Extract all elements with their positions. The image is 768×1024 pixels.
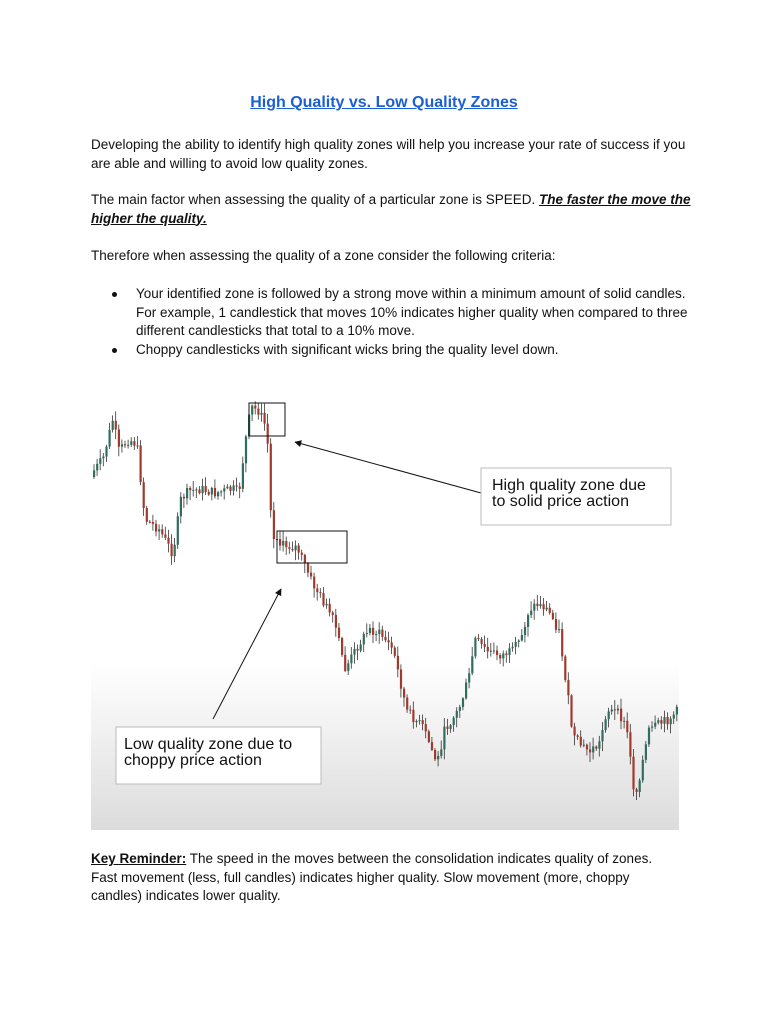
candle-body xyxy=(437,756,439,759)
candle-body xyxy=(174,545,176,556)
candle-body xyxy=(570,695,572,726)
candle-body xyxy=(133,441,135,446)
candle-body xyxy=(341,638,343,655)
candle-body xyxy=(580,737,582,746)
candle-body xyxy=(146,508,148,522)
candle-body xyxy=(406,698,408,710)
candle-body xyxy=(136,445,138,446)
candle-body xyxy=(198,489,200,493)
candle-body xyxy=(143,482,145,508)
candle-body xyxy=(115,421,117,430)
candle-body xyxy=(583,745,585,746)
candle-body xyxy=(264,413,266,424)
candle-body xyxy=(167,538,169,544)
candle-body xyxy=(254,406,256,409)
candle-body xyxy=(164,534,166,537)
candle-body xyxy=(453,718,455,725)
candle-body xyxy=(465,683,467,699)
candle-body xyxy=(443,727,445,750)
candle-body xyxy=(524,627,526,635)
candle-body xyxy=(161,529,163,534)
candle-body xyxy=(425,724,427,731)
candle-body xyxy=(301,553,303,555)
candle-body xyxy=(319,592,321,593)
candle-body xyxy=(431,742,433,750)
candle-body xyxy=(484,644,486,647)
candle-body xyxy=(521,635,523,640)
candle-body xyxy=(378,630,380,634)
candle-body xyxy=(307,564,309,573)
candle-body xyxy=(508,648,510,655)
candle-body xyxy=(632,757,634,790)
candle-body xyxy=(555,619,557,630)
candle-body xyxy=(561,629,563,656)
candle-body xyxy=(140,445,142,482)
candle-body xyxy=(496,651,498,656)
candle-body xyxy=(130,441,132,445)
candle-body xyxy=(617,709,619,711)
candle-body xyxy=(667,717,669,724)
candle-body xyxy=(636,789,638,792)
candle-body xyxy=(397,656,399,670)
candle-body xyxy=(577,735,579,736)
candle-body xyxy=(93,470,95,477)
candle-body xyxy=(288,547,290,549)
candle-body xyxy=(462,698,464,707)
candle-body xyxy=(316,588,318,592)
candle-body xyxy=(592,747,594,753)
candle-body xyxy=(127,445,129,446)
candle-body xyxy=(329,604,331,613)
candle-body xyxy=(332,612,334,614)
candle-body xyxy=(322,593,324,605)
candle-body xyxy=(245,436,247,463)
high-quality-callout-line2: to solid price action xyxy=(492,493,629,510)
candle-body xyxy=(105,447,107,457)
candle-body xyxy=(149,522,151,523)
candle-body xyxy=(285,541,287,547)
candle-body xyxy=(183,497,185,499)
candle-body xyxy=(310,573,312,577)
candle-body xyxy=(102,457,104,459)
candle-body xyxy=(282,541,284,546)
low-quality-callout-line2: choppy price action xyxy=(124,752,262,769)
candle-body xyxy=(121,444,123,446)
candle-body xyxy=(481,639,483,644)
candle-body xyxy=(608,711,610,719)
candle-body xyxy=(226,487,228,489)
candle-body xyxy=(474,638,476,656)
criteria-item: Your identified zone is followed by a strong move within a minimum amount of solid candles. For example, 1 candlestick that moves 10% indicates higher quality when compared to three different candlesticks that total to a 10% move. xyxy=(100,285,690,341)
candle-body xyxy=(99,458,101,464)
candle-body xyxy=(158,529,160,531)
candle-body xyxy=(657,720,659,723)
candle-body xyxy=(663,717,665,724)
candle-body xyxy=(505,653,507,655)
candle-body xyxy=(279,539,281,546)
candle-body xyxy=(673,715,675,719)
candle-body xyxy=(670,719,672,725)
candle-body xyxy=(645,744,647,760)
candle-body xyxy=(366,633,368,634)
candle-body xyxy=(298,546,300,553)
candle-body xyxy=(239,487,241,489)
candle-body xyxy=(598,741,600,748)
candle-body xyxy=(369,628,371,633)
candle-body xyxy=(242,463,244,489)
candle-body xyxy=(651,727,653,728)
candle-body xyxy=(214,488,216,496)
candle-body xyxy=(220,492,222,493)
candle-body xyxy=(96,464,98,470)
candle-body xyxy=(409,710,411,711)
candle-body xyxy=(257,409,259,415)
candle-body xyxy=(626,721,628,732)
candle-body xyxy=(660,720,662,723)
candle-body xyxy=(326,604,328,606)
candle-body xyxy=(236,485,238,486)
candle-body xyxy=(189,488,191,490)
candle-body xyxy=(155,524,157,532)
candle-body xyxy=(295,546,297,551)
speed-emphasis: The faster the move the higher the quality. xyxy=(91,192,691,226)
candle-body xyxy=(202,486,204,493)
candle-body xyxy=(267,424,269,444)
candle-body xyxy=(357,649,359,651)
criteria-item: Choppy candlesticks with significant wicks bring the quality level down. xyxy=(100,341,690,360)
candle-body xyxy=(251,406,253,415)
candle-body xyxy=(564,656,566,680)
candle-body xyxy=(353,649,355,655)
candle-body xyxy=(338,628,340,638)
candle-body xyxy=(648,728,650,745)
candle-body xyxy=(375,634,377,635)
candle-body xyxy=(313,576,315,588)
candle-body xyxy=(518,640,520,641)
speed-paragraph-text: The main factor when assessing the quality of a particular zone is SPEED. xyxy=(91,192,539,207)
candle-body xyxy=(124,444,126,445)
candle-body xyxy=(601,730,603,741)
candle-body xyxy=(118,429,120,446)
candle-body xyxy=(434,750,436,759)
candle-body xyxy=(468,673,470,682)
document-title: High Quality vs. Low Quality Zones xyxy=(250,94,518,111)
candle-body xyxy=(446,727,448,729)
candle-body xyxy=(217,492,219,496)
candle-body xyxy=(515,642,517,647)
candle-body xyxy=(605,719,607,730)
low-quality-callout-line1: Low quality zone due to xyxy=(124,736,293,753)
high-quality-callout-line1: High quality zone due xyxy=(492,477,646,494)
key-reminder-label: Key Reminder: xyxy=(91,851,187,866)
candle-body xyxy=(273,510,275,539)
candle-body xyxy=(477,638,479,639)
candle-body xyxy=(586,745,588,750)
candle-body xyxy=(530,611,532,615)
key-reminder xyxy=(91,850,681,906)
candle-body xyxy=(456,711,458,718)
candle-body xyxy=(533,604,535,611)
candle-body xyxy=(611,709,613,711)
candle-body xyxy=(595,747,597,749)
candle-body xyxy=(574,727,576,736)
candle-body xyxy=(629,732,631,756)
candle-body xyxy=(490,651,492,652)
candle-body xyxy=(512,647,514,648)
candle-body xyxy=(109,430,111,447)
candle-body xyxy=(546,608,548,610)
key-reminder-text: The speed in the moves between the consolidation indicates quality of zones. Fast movement (less, full candles) indicates higher quality. Slow movement (more, choppy candles) indicates lower quality. xyxy=(91,851,653,903)
candle-body xyxy=(192,490,194,491)
candle-body xyxy=(543,604,545,609)
candle-body xyxy=(291,549,293,550)
candle-body xyxy=(502,653,504,658)
candle-body xyxy=(623,721,625,722)
candle-body xyxy=(422,720,424,724)
candle-body xyxy=(233,485,235,490)
candle-body xyxy=(388,640,390,642)
candle-body xyxy=(403,689,405,698)
candle-body xyxy=(381,630,383,637)
candle-body xyxy=(347,663,349,671)
candlestick-chart-image xyxy=(91,389,679,830)
candle-body xyxy=(639,780,641,792)
candle-body xyxy=(412,710,414,722)
candlestick-chart xyxy=(91,389,679,830)
candle-body xyxy=(567,680,569,695)
candle-body xyxy=(112,421,114,430)
candle-body xyxy=(471,656,473,673)
candle-body xyxy=(360,644,362,650)
candle-body xyxy=(384,637,386,640)
candle-body xyxy=(177,516,179,545)
candle-body xyxy=(171,544,173,557)
candle-body xyxy=(499,655,501,658)
candle-body xyxy=(620,709,622,722)
speed-paragraph xyxy=(91,191,691,228)
candle-body xyxy=(363,634,365,645)
candle-body xyxy=(304,555,306,564)
candle-body xyxy=(394,648,396,656)
candle-body xyxy=(152,522,154,524)
candle-body xyxy=(391,642,393,647)
candle-body xyxy=(350,655,352,664)
candle-body xyxy=(487,647,489,652)
candle-body xyxy=(450,725,452,729)
candle-body xyxy=(211,488,213,495)
candle-body xyxy=(527,615,529,627)
candle-body xyxy=(558,629,560,630)
candle-body xyxy=(180,497,182,516)
candle-body xyxy=(270,444,272,511)
candle-body xyxy=(440,749,442,756)
candle-body xyxy=(654,723,656,727)
candle-body xyxy=(428,731,430,742)
candle-body xyxy=(539,604,541,606)
candle-body xyxy=(419,720,421,721)
candle-body xyxy=(229,487,231,491)
candle-body xyxy=(676,707,678,715)
candle-body xyxy=(415,721,417,722)
candle-body xyxy=(459,707,461,711)
candle-body xyxy=(372,628,374,635)
candle-body xyxy=(400,669,402,688)
candle-body xyxy=(614,709,616,710)
candle-body xyxy=(335,615,337,628)
candle-body xyxy=(223,488,225,491)
intro-paragraph: Developing the ability to identify high quality zones will help you increase your rate of success if you are able and willing to avoid low quality zones. xyxy=(91,137,686,171)
criteria-intro: Therefore when assessing the quality of a zone consider the following criteria: xyxy=(91,248,556,263)
candle-body xyxy=(260,413,262,415)
candle-body xyxy=(186,488,188,498)
candle-body xyxy=(205,486,207,492)
candle-body xyxy=(493,651,495,652)
candle-body xyxy=(552,613,554,619)
candle-body xyxy=(642,760,644,781)
candle-body xyxy=(549,608,551,613)
candle-body xyxy=(195,489,197,490)
candle-body xyxy=(208,492,210,495)
candle-body xyxy=(344,655,346,671)
candle-body xyxy=(536,604,538,606)
criteria-list xyxy=(100,285,690,359)
candle-body xyxy=(589,749,591,752)
